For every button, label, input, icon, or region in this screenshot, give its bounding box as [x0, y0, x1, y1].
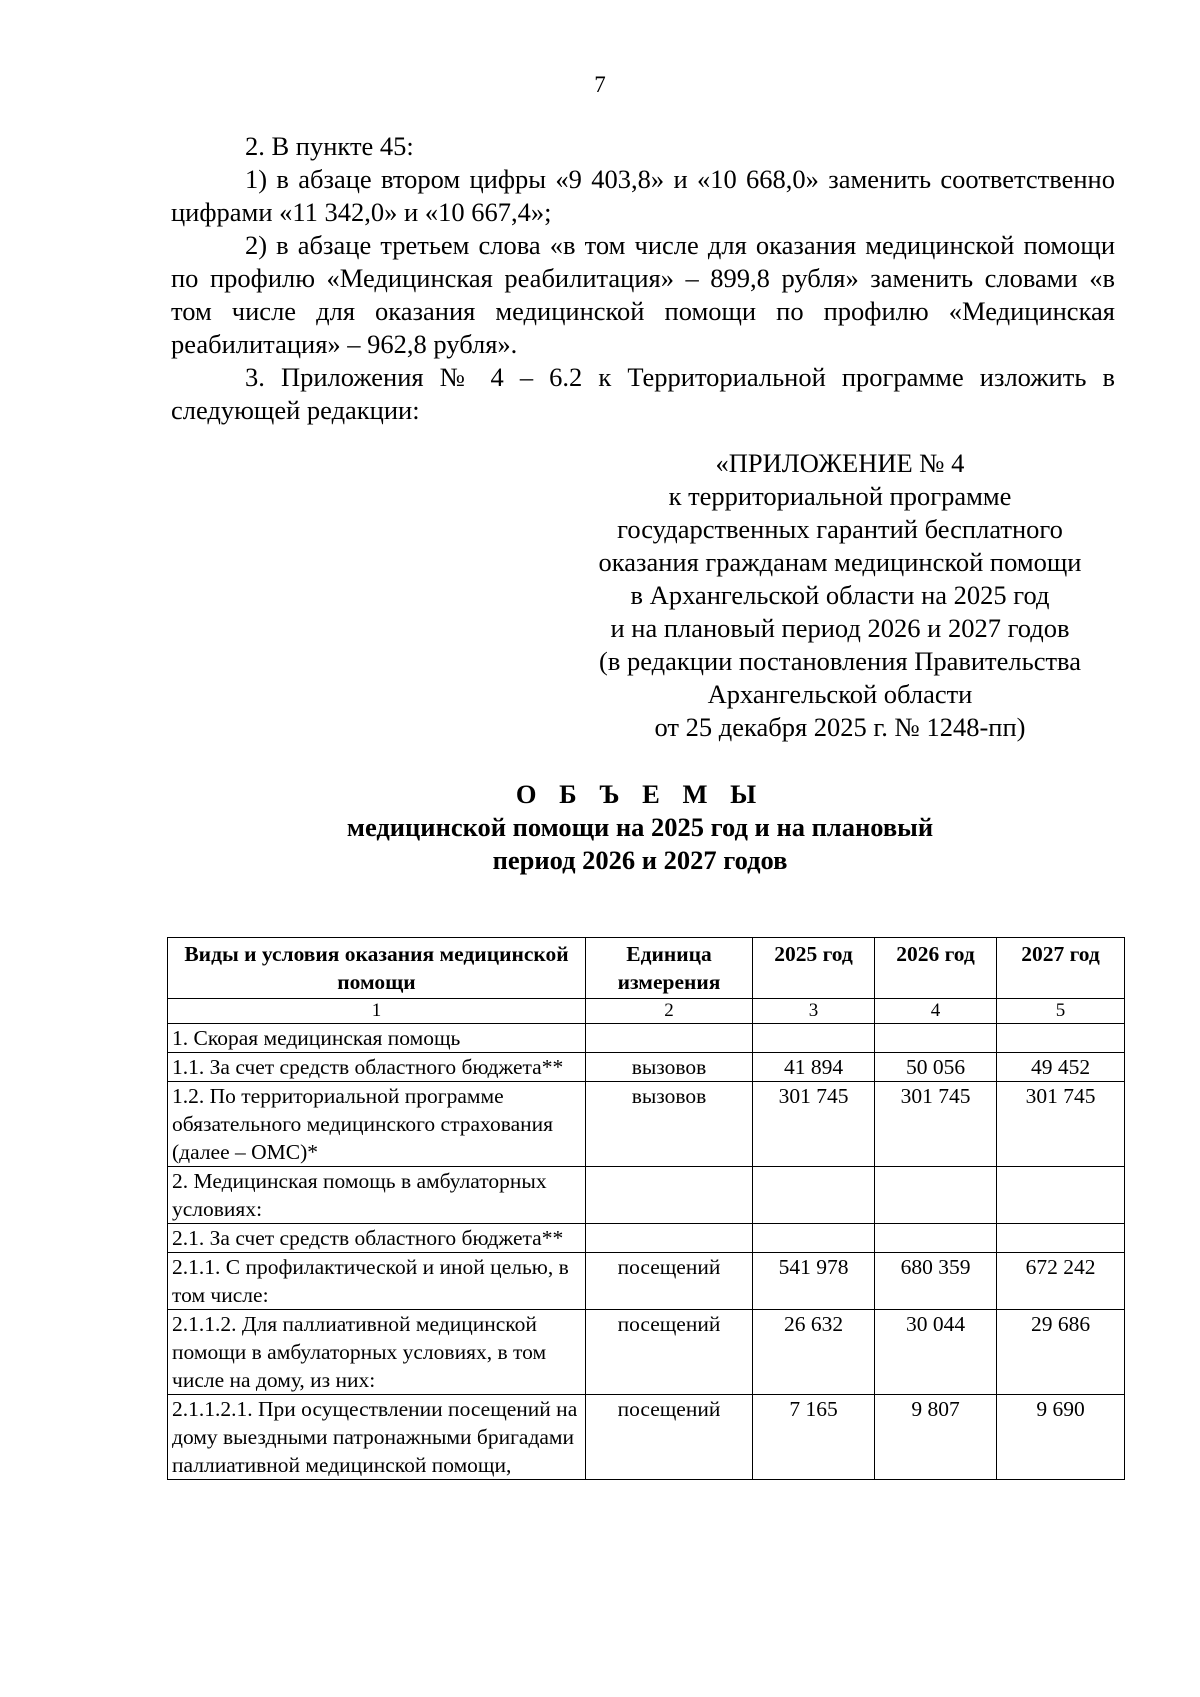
paragraph: 2. В пункте 45: — [245, 131, 414, 161]
cell-2027: 49 452 — [997, 1053, 1125, 1082]
cell-2027: 29 686 — [997, 1310, 1125, 1395]
table-header-row — [168, 938, 1125, 999]
header-2027: 2027 год — [997, 938, 1125, 999]
cell-2026: 30 044 — [875, 1310, 997, 1395]
cell-2026 — [875, 1167, 997, 1224]
cell-2027: 672 242 — [997, 1253, 1125, 1310]
title-subtitle-line: период 2026 и 2027 годов — [492, 845, 788, 875]
appendix-line: и на плановый период 2026 и 2027 годов — [610, 613, 1070, 643]
header-2025: 2025 год — [753, 938, 875, 999]
appendix-line: (в редакции постановления Правительства — [599, 646, 1081, 676]
column-number-row — [168, 999, 1125, 1024]
column-number: 4 — [875, 999, 997, 1024]
cell-2025: 41 894 — [753, 1053, 875, 1082]
table-row — [168, 1167, 1125, 1224]
document-title — [0, 777, 1200, 877]
appendix-line: оказания гражданам медицинской помощи — [598, 547, 1082, 577]
cell-name: 1.1. За счет средств областного бюджета** — [168, 1053, 586, 1082]
volumes-table — [167, 937, 1125, 1480]
cell-unit: посещений — [586, 1395, 753, 1480]
column-number: 1 — [168, 999, 586, 1024]
cell-2025: 7 165 — [753, 1395, 875, 1480]
paragraph: 1) в абзаце втором цифры «9 403,8» и «10 668,0» заменить соответственно цифрами «11 342,0» и «10 667,4»; — [171, 164, 1115, 227]
appendix-line: к территориальной программе — [668, 481, 1012, 511]
appendix-header — [540, 447, 1140, 744]
cell-name: 2.1.1.2. Для паллиативной медицинской помощи в амбулаторных условиях, в том числе на дому, из них: — [168, 1310, 586, 1395]
cell-2026: 680 359 — [875, 1253, 997, 1310]
cell-2025: 541 978 — [753, 1253, 875, 1310]
table-row — [168, 1224, 1125, 1253]
cell-2027 — [997, 1224, 1125, 1253]
cell-2027: 9 690 — [997, 1395, 1125, 1480]
cell-unit — [586, 1224, 753, 1253]
cell-name: 2.1.1.2.1. При осуществлении посещений на дому выездными патронажными бригадами паллиативной медицинской помощи, — [168, 1395, 586, 1480]
cell-name: 2. Медицинская помощь в амбулаторных условиях: — [168, 1167, 586, 1224]
paragraph: 2) в абзаце третьем слова «в том числе для оказания медицинской помощи по профилю «Медицинская реабилитация» – 899,8 рубля» заменить словами «в том числе для оказания медицинской помощи по профилю «Медицинская реабилитация» – 962,8 рубля». — [171, 230, 1115, 359]
cell-2026: 301 745 — [875, 1082, 997, 1167]
cell-unit — [586, 1167, 753, 1224]
appendix-line: от 25 декабря 2025 г. № 1248-пп) — [654, 712, 1026, 742]
table-row — [168, 1082, 1125, 1167]
table-row — [168, 1024, 1125, 1053]
cell-2027 — [997, 1167, 1125, 1224]
cell-2025: 26 632 — [753, 1310, 875, 1395]
table-row — [168, 1310, 1125, 1395]
cell-2025 — [753, 1024, 875, 1053]
header-type: Виды и условия оказания медицинской помощи — [168, 938, 586, 999]
cell-unit: посещений — [586, 1310, 753, 1395]
cell-2025 — [753, 1167, 875, 1224]
title-main: О Б Ъ Е М Ы — [515, 779, 765, 809]
cell-unit: вызовов — [586, 1053, 753, 1082]
body-text — [171, 130, 1115, 427]
header-unit: Единица измерения — [586, 938, 753, 999]
cell-unit: вызовов — [586, 1082, 753, 1167]
cell-2027: 301 745 — [997, 1082, 1125, 1167]
cell-2026: 50 056 — [875, 1053, 997, 1082]
header-2026: 2026 год — [875, 938, 997, 999]
cell-2027 — [997, 1024, 1125, 1053]
appendix-line: Архангельской области — [707, 679, 973, 709]
cell-unit — [586, 1024, 753, 1053]
column-number: 5 — [997, 999, 1125, 1024]
table-row — [168, 1053, 1125, 1082]
appendix-line: «ПРИЛОЖЕНИЕ № 4 — [715, 448, 965, 478]
cell-2025 — [753, 1224, 875, 1253]
cell-name: 1.2. По территориальной программе обязательного медицинского страхования (далее – ОМС)* — [168, 1082, 586, 1167]
table-row — [168, 1253, 1125, 1310]
appendix-line: государственных гарантий бесплатного — [617, 514, 1063, 544]
paragraph: 3. Приложения № 4 – 6.2 к Территориальной программе изложить в следующей редакции: — [171, 362, 1115, 425]
column-number: 3 — [753, 999, 875, 1024]
page-number: 7 — [594, 72, 606, 97]
column-number: 2 — [586, 999, 753, 1024]
cell-2026 — [875, 1024, 997, 1053]
cell-unit: посещений — [586, 1253, 753, 1310]
cell-2026: 9 807 — [875, 1395, 997, 1480]
cell-name: 1. Скорая медицинская помощь — [168, 1024, 586, 1053]
title-subtitle-line: медицинской помощи на 2025 год и на плановый — [346, 812, 934, 842]
appendix-line: в Архангельской области на 2025 год — [630, 580, 1050, 610]
table-row — [168, 1395, 1125, 1480]
cell-2026 — [875, 1224, 997, 1253]
cell-2025: 301 745 — [753, 1082, 875, 1167]
cell-name: 2.1. За счет средств областного бюджета** — [168, 1224, 586, 1253]
cell-name: 2.1.1. С профилактической и иной целью, в том числе: — [168, 1253, 586, 1310]
